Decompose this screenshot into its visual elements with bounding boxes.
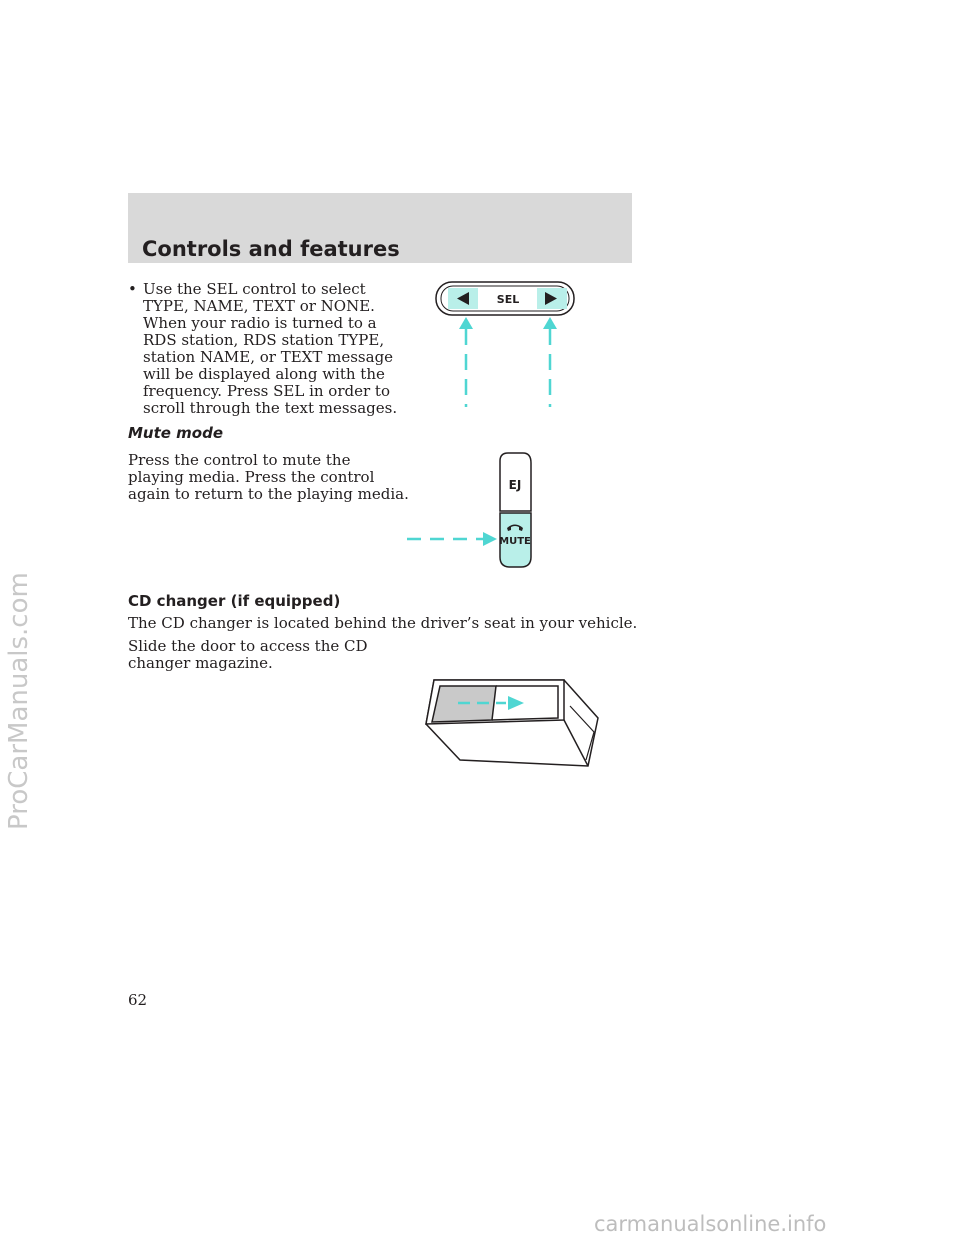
mute-mode-heading: Mute mode — [128, 424, 224, 442]
page-number: 62 — [128, 991, 148, 1009]
eject-label: EJ — [508, 478, 522, 492]
bullet-mark: • — [128, 280, 137, 298]
cd-changer-illustration — [420, 676, 600, 770]
mute-pointer-arrowhead — [483, 532, 497, 546]
right-pointer-arrowhead — [543, 317, 557, 329]
mute-label: MUTE — [499, 536, 531, 547]
section-title: Controls and features — [142, 237, 400, 261]
sel-label: SEL — [496, 293, 520, 306]
section-header — [128, 193, 632, 263]
cd-changer-location-text: The CD changer is located behind the driver’s seat in your vehicle. — [128, 614, 638, 632]
mute-instructions: Press the control to mute the playing media. Press the control again to return to the playing media. — [128, 451, 409, 503]
left-pointer-arrowhead — [459, 317, 473, 329]
mute-control-illustration — [405, 451, 535, 569]
footer-watermark: carmanualsonline.info — [594, 1212, 827, 1236]
sel-instructions: Use the SEL control to select TYPE, NAME, TEXT or NONE. When your radio is turned to a RDS station, RDS station TYPE, station NAME, or TEXT message will be displayed along with the frequency. Press SEL in order to scroll through the text messages. — [143, 280, 398, 417]
sel-control-illustration — [435, 281, 575, 411]
side-watermark: ProCarManuals.com — [4, 572, 34, 830]
cd-changer-heading: CD changer (if equipped) — [128, 592, 341, 610]
cd-changer-access-text: Slide the door to access the CD changer magazine. — [128, 637, 368, 672]
